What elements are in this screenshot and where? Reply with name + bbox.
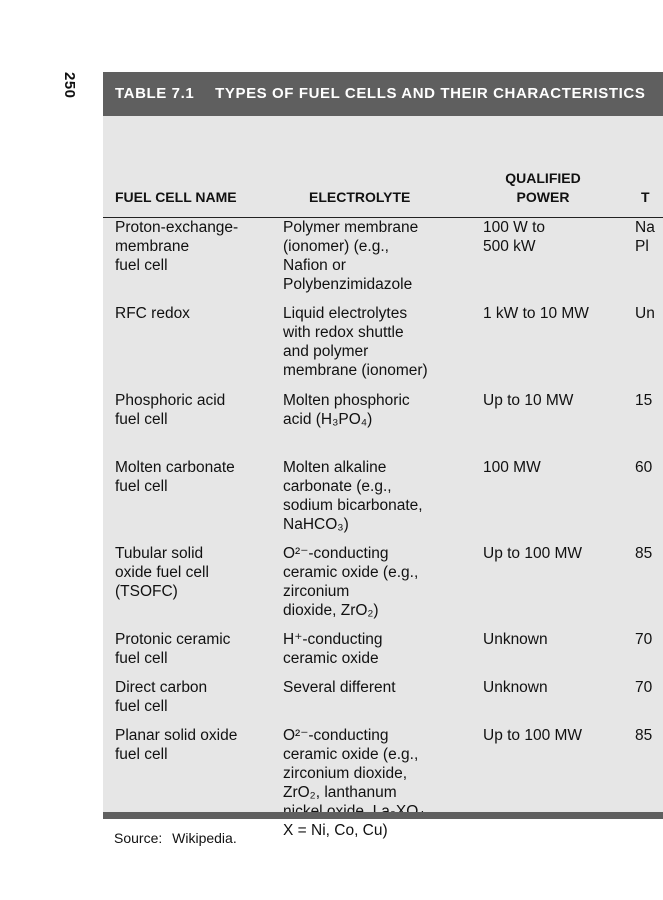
- cell-power: [483, 218, 545, 256]
- cell-line: fuel cell: [115, 411, 168, 428]
- table-row: [103, 218, 663, 304]
- cell-power: [483, 544, 582, 563]
- cell-line: 70: [635, 631, 653, 648]
- cell-fuel-cell-name: [115, 630, 230, 668]
- cell-line: and polymer: [283, 343, 369, 360]
- cell-temperature: [635, 458, 652, 477]
- cell-line: membrane: [115, 238, 190, 255]
- cell-line: Up to 10 MW: [483, 392, 574, 409]
- cell-fuel-cell-name: [115, 304, 190, 323]
- cell-line: Phosphoric acid: [115, 392, 226, 409]
- cell-line: 100 W to: [483, 219, 546, 236]
- cell-line: membrane (ionomer): [283, 362, 428, 379]
- cell-power: [483, 630, 548, 649]
- table-row: [103, 304, 663, 391]
- source-label: Source:: [114, 830, 163, 846]
- cell-line: Liquid electrolytes: [283, 305, 408, 322]
- cell-line: NaHCO₃): [283, 516, 349, 533]
- cell-line: zirconium: [283, 583, 350, 600]
- source-value: Wikipedia.: [172, 830, 237, 846]
- cell-temperature: [635, 544, 652, 563]
- table-title: TYPES OF FUEL CELLS AND THEIR CHARACTERISTICS: [215, 85, 646, 102]
- cell-line: 85: [635, 545, 653, 562]
- table-row: [103, 544, 663, 630]
- cell-line: Up to 100 MW: [483, 727, 583, 744]
- cell-electrolyte: [283, 391, 410, 429]
- header-electrolyte: ELECTROLYTE: [309, 189, 411, 205]
- cell-line: 70: [635, 679, 653, 696]
- cell-line: Unknown: [483, 679, 548, 696]
- table-row: [103, 458, 663, 544]
- header-power-line1: QUALIFIED: [505, 170, 581, 186]
- cell-electrolyte: [283, 218, 418, 294]
- cell-line: Na: [635, 219, 655, 236]
- cell-temperature: [635, 391, 652, 410]
- page-number: 250: [61, 72, 78, 99]
- table-row: [103, 678, 663, 726]
- cell-line: ceramic oxide (e.g.,: [283, 746, 419, 763]
- table-body: [103, 218, 663, 856]
- cell-line: dioxide, ZrO₂): [283, 602, 379, 619]
- cell-line: fuel cell: [115, 650, 168, 667]
- cell-line: carbonate (e.g.,: [283, 478, 392, 495]
- cell-line: 85: [635, 727, 653, 744]
- cell-line: Molten alkaline: [283, 459, 387, 476]
- cell-line: Protonic ceramic: [115, 631, 231, 648]
- cell-electrolyte: [283, 458, 423, 534]
- cell-line: (TSOFC): [115, 583, 178, 600]
- header-fuel-cell-name: FUEL CELL NAME: [115, 189, 237, 205]
- header-temperature: T: [641, 189, 650, 205]
- cell-electrolyte: [283, 544, 418, 620]
- cell-line: Planar solid oxide: [115, 727, 238, 744]
- table-number: TABLE 7.1: [115, 85, 195, 102]
- cell-line: Tubular solid: [115, 545, 204, 562]
- cell-line: Molten carbonate: [115, 459, 235, 476]
- cell-temperature: [635, 678, 652, 697]
- cell-electrolyte: [283, 678, 396, 697]
- cell-line: 100 MW: [483, 459, 541, 476]
- cell-electrolyte: [283, 304, 428, 380]
- cell-power: [483, 391, 573, 410]
- cell-temperature: [635, 726, 652, 745]
- cell-line: fuel cell: [115, 698, 168, 715]
- cell-line: Pl: [635, 238, 649, 255]
- table-bottom-bar: [103, 812, 663, 819]
- source-note: [114, 830, 237, 846]
- cell-line: zirconium dioxide,: [283, 765, 408, 782]
- cell-power: [483, 458, 541, 477]
- cell-power: [483, 678, 548, 697]
- cell-line: fuel cell: [115, 478, 168, 495]
- cell-line: Several different: [283, 679, 396, 696]
- cell-line: 60: [635, 459, 653, 476]
- cell-fuel-cell-name: [115, 391, 225, 429]
- cell-line: X = Ni, Co, Cu): [283, 822, 388, 839]
- cell-line: RFC redox: [115, 305, 190, 322]
- cell-line: 15: [635, 392, 653, 409]
- table-header: [103, 116, 663, 218]
- cell-line: oxide fuel cell: [115, 564, 209, 581]
- cell-line: ceramic oxide: [283, 650, 379, 667]
- cell-temperature: [635, 630, 652, 649]
- cell-line: H⁺-conducting: [283, 631, 383, 648]
- cell-line: fuel cell: [115, 257, 168, 274]
- cell-line: Un: [635, 305, 655, 322]
- cell-fuel-cell-name: [115, 218, 238, 275]
- header-qualified-power: [501, 169, 585, 207]
- cell-electrolyte: [283, 726, 429, 840]
- cell-line: Proton-exchange-: [115, 219, 239, 236]
- cell-line: Direct carbon: [115, 679, 208, 696]
- table-title-bar: [103, 72, 663, 116]
- cell-line: 500 kW: [483, 238, 536, 255]
- cell-line: fuel cell: [115, 746, 168, 763]
- cell-power: [483, 304, 589, 323]
- cell-line: O²⁻-conducting: [283, 545, 389, 562]
- cell-line: 1 kW to 10 MW: [483, 305, 589, 322]
- cell-power: [483, 726, 582, 745]
- cell-line: acid (H₃PO₄): [283, 411, 373, 428]
- cell-line: Unknown: [483, 631, 548, 648]
- cell-line: Polymer membrane: [283, 219, 419, 236]
- table-row: [103, 391, 663, 458]
- cell-line: sodium bicarbonate,: [283, 497, 423, 514]
- header-power-line2: POWER: [516, 189, 570, 205]
- cell-line: ZrO₂, lanthanum: [283, 784, 397, 801]
- cell-temperature: [635, 218, 655, 256]
- cell-fuel-cell-name: [115, 458, 235, 496]
- cell-line: (ionomer) (e.g.,: [283, 238, 389, 255]
- cell-temperature: [635, 304, 655, 323]
- cell-line: with redox shuttle: [283, 324, 404, 341]
- cell-line: Molten phosphoric: [283, 392, 410, 409]
- cell-line: O²⁻-conducting: [283, 727, 389, 744]
- cell-line: ceramic oxide (e.g.,: [283, 564, 419, 581]
- cell-fuel-cell-name: [115, 726, 237, 764]
- cell-fuel-cell-name: [115, 678, 207, 716]
- cell-line: Up to 100 MW: [483, 545, 583, 562]
- cell-line: Polybenzimidazole: [283, 276, 413, 293]
- table-row: [103, 630, 663, 678]
- cell-fuel-cell-name: [115, 544, 209, 601]
- cell-line: Nafion or: [283, 257, 346, 274]
- cell-electrolyte: [283, 630, 383, 668]
